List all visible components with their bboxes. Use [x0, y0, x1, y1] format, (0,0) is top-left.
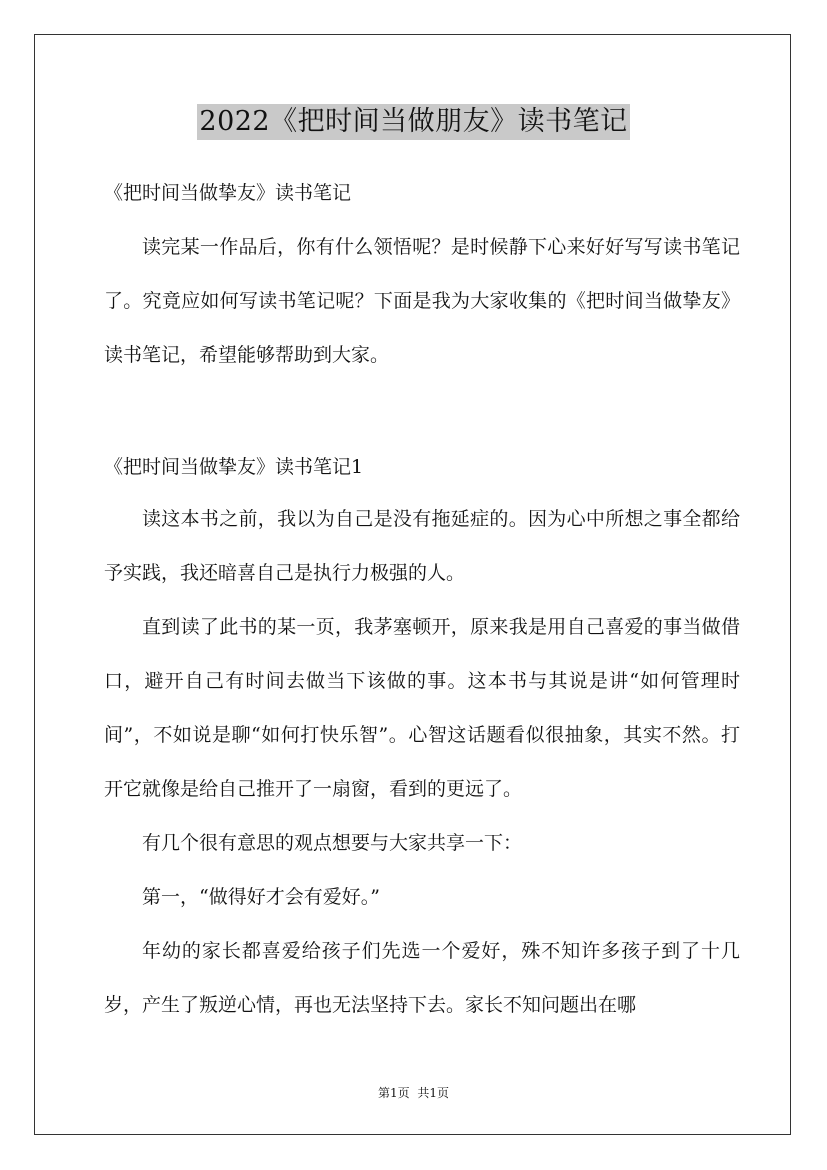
- page-number: 第1页: [378, 1086, 410, 1100]
- body-paragraph-3: 有几个很有意思的观点想要与大家共享一下：: [142, 832, 523, 854]
- document-title: 2022《把时间当做朋友》读书笔记: [197, 104, 629, 140]
- page-footer: [0, 1085, 827, 1101]
- body-paragraph-4: 第一，“做得好才会有爱好。”: [142, 886, 380, 908]
- body-paragraph-2: 直到读了此书的某一页，我茅塞顿开，原来我是用自己喜爱的事当做借口，避开自己有时间去做当下该做的事。这本书与其说是讲“如何管理时间”，不如说是聊“如何打快乐智”。心智这话题看似很抽象，其实不然。打开它就像是给自己推开了一扇窗，看到的更远了。: [104, 616, 740, 800]
- section-heading: 《把时间当做挚友》读书笔记1: [104, 456, 364, 478]
- total-pages: 共1页: [417, 1086, 449, 1100]
- intro-paragraph: 读完某一作品后，你有什么领悟呢？是时候静下心来好好写写读书笔记了。究竟应如何写读书笔记呢？下面是我为大家收集的《把时间当做挚友》读书笔记，希望能够帮助到大家。: [104, 236, 740, 366]
- title-container: [0, 104, 827, 140]
- body-paragraph-1: 读这本书之前，我以为自己是没有拖延症的。因为心中所想之事全都给予实践，我还暗喜自己是执行力极强的人。: [104, 508, 740, 584]
- body-paragraph-5: 年幼的家长都喜爱给孩子们先选一个爱好，殊不知许多孩子到了十几岁，产生了叛逆心情，再也无法坚持下去。家长不知问题出在哪: [104, 940, 740, 1016]
- intro-heading: 《把时间当做挚友》读书笔记: [104, 182, 352, 204]
